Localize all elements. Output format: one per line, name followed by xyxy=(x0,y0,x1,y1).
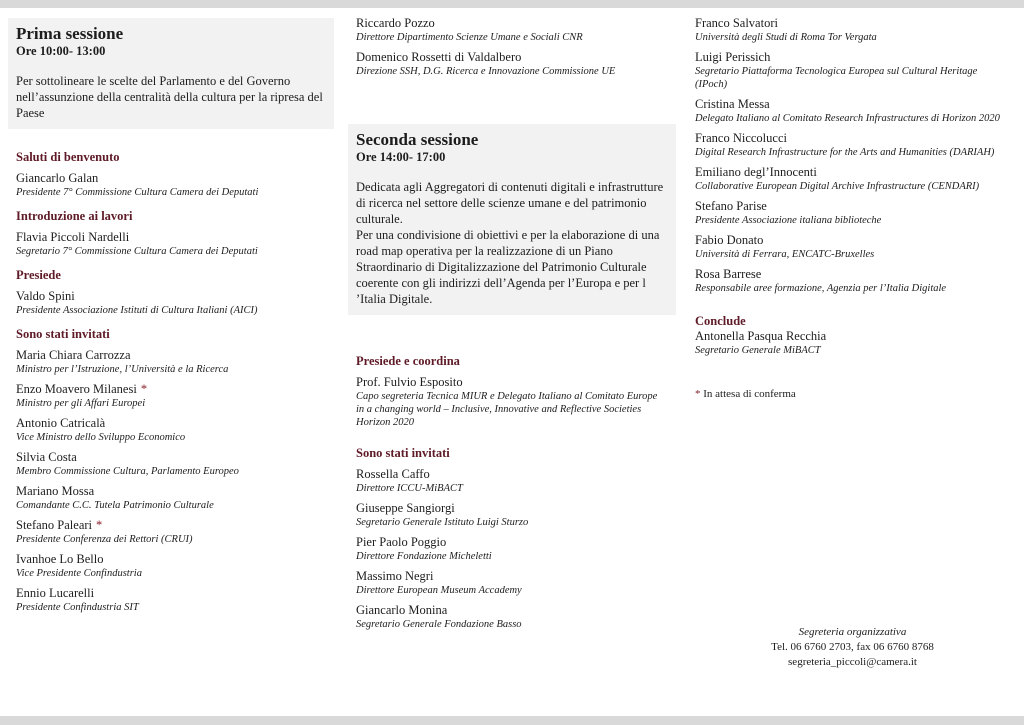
person-entry xyxy=(695,199,1009,227)
person-role: Direzione SSH, D.G. Ricerca e Innovazione Commissione UE xyxy=(356,66,616,77)
person-name xyxy=(16,552,326,567)
person-name-text: Antonio Catricalà xyxy=(16,416,106,430)
column-2 xyxy=(348,16,676,631)
person-name-text: Mariano Mossa xyxy=(16,484,95,498)
person-name-text: Fabio Donato xyxy=(695,233,764,247)
person-role: Presidente 7° Commissione Cultura Camera dei Deputati xyxy=(16,187,259,198)
list-conclude xyxy=(695,329,1009,357)
session-2-description xyxy=(356,179,668,307)
person-name xyxy=(16,289,326,304)
person-entry xyxy=(356,569,668,597)
person-name-text: Stefano Paleari xyxy=(16,518,93,532)
person-entry xyxy=(695,165,1009,193)
person-name xyxy=(695,16,1009,31)
person-name-text: Giancarlo Monina xyxy=(356,603,448,617)
person-name xyxy=(356,16,668,31)
person-role: Digital Research Infrastructure for the Arts and Humanities (DARIAH) xyxy=(695,147,995,158)
column-1 xyxy=(8,18,334,614)
person-name xyxy=(356,501,668,516)
person-name-text: Pier Paolo Poggio xyxy=(356,535,447,549)
person-entry xyxy=(356,535,668,563)
person-name xyxy=(356,375,668,390)
person-role: Vice Ministro dello Sviluppo Economico xyxy=(16,432,186,443)
section-heading-introduzione: Introduzione ai lavori xyxy=(16,209,133,223)
person-role: Segretario 7° Commissione Cultura Camera dei Deputati xyxy=(16,246,258,257)
footnote xyxy=(695,387,1009,401)
person-name-text: Luigi Perissich xyxy=(695,50,771,64)
section-heading-coordina: Presiede e coordina xyxy=(356,354,460,368)
person-name-text: Silvia Costa xyxy=(16,450,77,464)
person-name xyxy=(695,233,1009,248)
person-role: Segretario Generale Istituto Luigi Sturzo xyxy=(356,517,529,528)
person-name-text: Flavia Piccoli Nardelli xyxy=(16,230,130,244)
person-role: Membro Commissione Cultura, Parlamento Europeo xyxy=(16,466,239,477)
person-role: Segretario Generale Fondazione Basso xyxy=(356,619,522,630)
person-role: Università di Ferrara, ENCATC-Bruxelles xyxy=(695,249,875,260)
person-name-text: Ennio Lucarelli xyxy=(16,586,95,600)
person-role: Direttore ICCU-MiBACT xyxy=(356,483,463,494)
person-name xyxy=(16,416,326,431)
person-entry xyxy=(16,552,326,580)
person-name xyxy=(16,171,326,186)
person-entry xyxy=(695,131,1009,159)
person-role: Comandante C.C. Tutela Patrimonio Culturale xyxy=(16,500,214,511)
person-name-text: Antonella Pasqua Recchia xyxy=(695,329,827,343)
person-name-text: Maria Chiara Carrozza xyxy=(16,348,131,362)
person-entry xyxy=(16,230,326,258)
person-name xyxy=(695,329,1009,344)
person-name-text: Domenico Rossetti di Valdalbero xyxy=(356,50,522,64)
person-role: Presidente Confindustria SIT xyxy=(16,602,139,613)
person-name xyxy=(16,484,326,499)
person-name xyxy=(695,199,1009,214)
person-name-text: Stefano Parise xyxy=(695,199,767,213)
session-2-desc-2: Per una condivisione di obiettivi e per la elaborazione di una road map operativa per la realizzazione di un Piano Straordinario di Digitalizzazione del Patrimonio Culturale coerente con gli indirizzi dell’Agenda per l’Europa e per l ’Italia Digitale. xyxy=(356,228,660,306)
person-role: Presidente Conferenza dei Rettori (CRUI) xyxy=(16,534,193,545)
list-invitati-1 xyxy=(16,348,326,614)
person-entry xyxy=(16,416,326,444)
person-role: Vice Presidente Confindustria xyxy=(16,568,142,579)
session-2-time: Ore 14:00- 17:00 xyxy=(356,150,446,164)
person-name-text: Cristina Messa xyxy=(695,97,770,111)
person-entry xyxy=(356,50,668,78)
person-name xyxy=(356,50,668,65)
list-presiede xyxy=(16,289,326,317)
person-name-text: Rosa Barrese xyxy=(695,267,762,281)
person-role: Segretario Piattaforma Tecnologica Europea sul Cultural Heritage (IPoch) xyxy=(695,66,978,90)
person-entry xyxy=(695,267,1009,295)
footnote-text: In attesa di conferma xyxy=(700,388,796,400)
unconfirmed-star: * xyxy=(140,382,148,396)
session-1-time: Ore 10:00- 13:00 xyxy=(16,44,106,58)
person-role: Presidente Associazione italiana biblioteche xyxy=(695,215,882,226)
secretariat-email[interactable]: segreteria_piccoli@camera.it xyxy=(788,656,917,668)
person-name-text: Massimo Negri xyxy=(356,569,434,583)
section-heading-saluti: Saluti di benvenuto xyxy=(16,150,120,164)
section-heading-conclude: Conclude xyxy=(695,314,746,328)
section-heading-presiede: Presiede xyxy=(16,268,61,282)
person-role: Università degli Studi di Roma Tor Vergata xyxy=(695,32,877,43)
session-1-description: Per sottolineare le scelte del Parlamento e del Governo nell’assunzione della centralità della cultura per la ripresa del Paese xyxy=(16,74,323,120)
person-name-text: Rossella Caffo xyxy=(356,467,430,481)
person-name xyxy=(356,535,668,550)
person-role: Direttore Dipartimento Scienze Umane e Sociali CNR xyxy=(356,32,583,43)
person-name xyxy=(356,569,668,584)
person-name xyxy=(695,50,1009,65)
person-entry xyxy=(695,16,1009,44)
person-name-text: Emiliano degl’Innocenti xyxy=(695,165,817,179)
list-col2-top xyxy=(348,16,676,78)
bottom-band xyxy=(0,716,1024,725)
section-heading-invitati-2: Sono stati invitati xyxy=(356,446,450,460)
person-entry xyxy=(695,329,1009,357)
person-name xyxy=(16,586,326,601)
person-entry xyxy=(356,375,668,429)
person-name xyxy=(16,450,326,465)
list-invitati-2 xyxy=(356,467,668,631)
person-name-text: Giuseppe Sangiorgi xyxy=(356,501,455,515)
secretariat-phone: Tel. 06 6760 2703, fax 06 6760 8768 xyxy=(771,641,934,653)
person-name-text: Enzo Moavero Milanesi xyxy=(16,382,137,396)
session-2-title: Seconda sessione xyxy=(356,130,479,149)
person-entry xyxy=(16,450,326,478)
list-saluti xyxy=(16,171,326,199)
secretariat-title: Segreteria organizzativa xyxy=(798,626,907,638)
list-introduzione xyxy=(16,230,326,258)
session-1-title: Prima sessione xyxy=(16,24,124,43)
person-entry xyxy=(16,518,326,546)
person-role: Ministro per l’Istruzione, l’Università e la Ricerca xyxy=(16,364,229,375)
top-band xyxy=(0,0,1024,8)
person-name-text: Ivanhoe Lo Bello xyxy=(16,552,104,566)
person-entry xyxy=(16,484,326,512)
person-name-text: Franco Salvatori xyxy=(695,16,778,30)
person-entry xyxy=(356,467,668,495)
person-entry xyxy=(16,348,326,376)
person-name xyxy=(695,97,1009,112)
person-role: Segretario Generale MiBACT xyxy=(695,345,821,356)
person-role: Delegato Italiano al Comitato Research Infrastructures di Horizon 2020 xyxy=(695,113,1000,124)
person-name xyxy=(16,230,326,245)
person-name-text: Franco Niccolucci xyxy=(695,131,787,145)
section-heading-invitati-1: Sono stati invitati xyxy=(16,327,110,341)
session-1-box xyxy=(8,18,334,129)
person-entry xyxy=(16,586,326,614)
session-2-desc-1: Dedicata agli Aggregatori di contenuti digitali e infrastrutture di ricerca nel settore delle scienze umane e del patrimonio culturale. xyxy=(356,180,664,226)
person-entry xyxy=(16,171,326,199)
person-entry xyxy=(16,289,326,317)
column-3 xyxy=(687,16,1017,401)
person-name xyxy=(16,382,326,397)
person-name xyxy=(695,165,1009,180)
person-entry xyxy=(695,97,1009,125)
person-name-text: Prof. Fulvio Esposito xyxy=(356,375,463,389)
person-role: Collaborative European Digital Archive Infrastructure (CENDARI) xyxy=(695,181,980,192)
person-name-text: Giancarlo Galan xyxy=(16,171,99,185)
person-entry xyxy=(356,16,668,44)
person-role: Capo segreteria Tecnica MIUR e Delegato Italiano al Comitato Europe in a changing world – Inclusive, Innovative and Reflective Societies Horizon 2020 xyxy=(356,391,658,428)
person-role: Direttore European Museum Accademy xyxy=(356,585,522,596)
person-entry xyxy=(695,50,1009,91)
secretariat xyxy=(740,625,965,670)
session-2-box xyxy=(348,124,676,315)
list-col3 xyxy=(695,16,1009,295)
person-name-text: Valdo Spini xyxy=(16,289,75,303)
person-name xyxy=(16,518,326,533)
unconfirmed-star: * xyxy=(96,518,103,532)
person-entry xyxy=(356,501,668,529)
person-entry xyxy=(16,382,326,410)
person-role: Responsabile aree formazione, Agenzia per l’Italia Digitale xyxy=(695,283,947,294)
person-entry xyxy=(695,233,1009,261)
person-name xyxy=(695,131,1009,146)
footnote-star: * xyxy=(695,388,701,400)
list-coordina xyxy=(356,375,668,429)
person-role: Ministro per gli Affari Europei xyxy=(16,398,146,409)
person-name xyxy=(695,267,1009,282)
person-name xyxy=(356,467,668,482)
person-entry xyxy=(356,603,668,631)
person-role: Direttore Fondazione Micheletti xyxy=(356,551,492,562)
person-name xyxy=(356,603,668,618)
person-name-text: Riccardo Pozzo xyxy=(356,16,435,30)
person-role: Presidente Associazione Istituti di Cultura Italiani (AICI) xyxy=(16,305,258,316)
person-name xyxy=(16,348,326,363)
